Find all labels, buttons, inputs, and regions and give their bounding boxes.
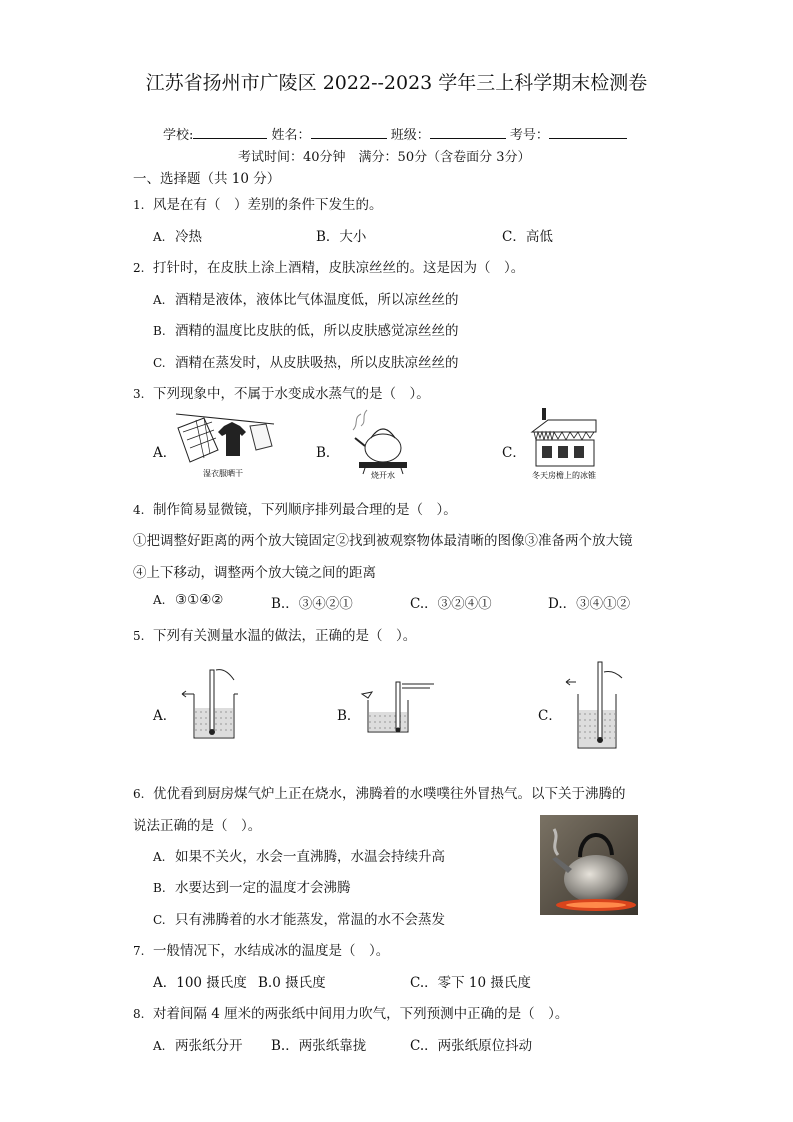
q1-option-c[interactable]: C．高低	[502, 229, 553, 245]
q3-stem: 下列现象中，不属于水变成水蒸气的是（ ）。	[153, 386, 430, 402]
q3-option-b-label[interactable]: B．	[316, 445, 340, 461]
q3-option-c-label[interactable]: C．	[502, 445, 526, 461]
question-3: 3. 下列现象中，不属于水变成水蒸气的是（ ）。	[133, 386, 430, 402]
q8-option-c[interactable]: C.．两张纸原位抖动	[410, 1038, 533, 1054]
thermometer-beaker-b-image	[360, 674, 440, 734]
q7-option-b[interactable]: B.0 摄氏度	[258, 975, 326, 991]
thermometer-beaker-a-image	[176, 664, 244, 744]
q4-option-d[interactable]: D.．③④①②	[548, 596, 631, 612]
q4-option-b[interactable]: B.．③④②①	[271, 596, 353, 612]
exam-info: 考试时间：40分钟 满分：50分（含卷面分 3分）	[238, 150, 531, 165]
school-label: 学校:	[163, 128, 194, 143]
q7-option-a[interactable]: A．100 摄氏度	[153, 975, 247, 991]
school-blank[interactable]	[193, 126, 267, 139]
question-6: 6. 优优看到厨房煤气炉上正在烧水，沸腾着的水噗噗往外冒热气。以下关于沸腾的	[133, 786, 626, 802]
class-blank[interactable]	[430, 126, 506, 139]
q1-option-b[interactable]: B．大小	[316, 229, 367, 245]
q7-option-c[interactable]: C.．零下 10 摄氏度	[410, 975, 531, 991]
q2-stem: 打针时，在皮肤上涂上酒精，皮肤凉丝丝的。这是因为（ ）。	[153, 260, 525, 276]
q3-caption-a: 湿衣服晒干	[203, 469, 243, 478]
section-heading: 一、选择题（共 10 分）	[133, 171, 281, 187]
laundry-drying-image	[174, 410, 276, 478]
q5-option-b-label[interactable]: B．	[337, 708, 361, 724]
q8-option-b[interactable]: B.．两张纸靠拢	[271, 1038, 367, 1054]
number-label: 考号：	[509, 128, 549, 143]
q1-option-a[interactable]: A. 冷热	[153, 229, 202, 245]
q6-option-b[interactable]: B. 水要达到一定的温度才会沸腾	[153, 880, 351, 896]
q8-stem: 对着间隔 4 厘米的两张纸中间用力吹气，下列预测中正确的是（ ）。	[153, 1006, 569, 1022]
q2-option-a[interactable]: A. 酒精是液体，液体比气体温度低，所以凉丝丝的	[153, 292, 459, 308]
question-7: 7. 一般情况下，水结成冰的温度是（ ）。	[133, 943, 390, 959]
q8-option-a[interactable]: A. 两张纸分开	[153, 1038, 243, 1054]
q4-stem: 制作简易显微镜，下列顺序排列最合理的是（ ）。	[153, 502, 457, 518]
q7-stem: 一般情况下，水结成冰的温度是（ ）。	[153, 943, 390, 959]
q2-option-c[interactable]: C. 酒精在蒸发时，从皮肤吸热，所以皮肤凉丝丝的	[153, 355, 459, 371]
q1-stem: 风是在有（ ）差别的条件下发生的。	[153, 197, 383, 213]
name-label: 姓名：	[271, 128, 311, 143]
question-8: 8. 对着间隔 4 厘米的两张纸中间用力吹气，下列预测中正确的是（ ）。	[133, 1006, 569, 1022]
question-1	[133, 193, 383, 213]
boiling-kettle-image	[345, 408, 417, 480]
q4-option-c[interactable]: C.．③②④①	[410, 596, 492, 612]
class-label: 班级：	[390, 128, 430, 143]
q2-option-b[interactable]: B. 酒精的温度比皮肤的低，所以皮肤感觉凉丝丝的	[153, 323, 459, 339]
q4-option-a[interactable]: A. ③①④②	[153, 592, 224, 608]
info-fields	[163, 124, 627, 143]
kettle-photo	[540, 815, 638, 915]
q5-option-c-label[interactable]: C．	[538, 708, 562, 724]
q6-option-a[interactable]: A. 如果不关火，水会一直沸腾，水温会持续升高	[153, 849, 445, 865]
q6-stem: 优优看到厨房煤气炉上正在烧水，沸腾着的水噗噗往外冒热气。以下关于沸腾的	[153, 786, 626, 802]
name-blank[interactable]	[311, 126, 387, 139]
icicle-house-image	[528, 406, 600, 482]
q4-steps-line-1: ①把调整好距离的两个放大镜固定②找到被观察物体最清晰的图像③准备两个放大镜	[133, 533, 633, 549]
q5-option-a-label[interactable]: A．	[153, 708, 177, 724]
question-5: 5. 下列有关测量水温的做法，正确的是（ ）。	[133, 628, 417, 644]
number-blank[interactable]	[549, 126, 627, 139]
q6-option-c[interactable]: C. 只有沸腾着的水才能蒸发，常温的水不会蒸发	[153, 912, 445, 928]
q3-caption-c: 冬天房檐上的冰锥	[532, 471, 596, 480]
q3-caption-b: 烧开水	[371, 471, 395, 480]
q6-stem-line-2: 说法正确的是（ ）。	[133, 818, 262, 834]
question-4: 4. 制作简易显微镜，下列顺序排列最合理的是（ ）。	[133, 502, 457, 518]
q1-number: 1.	[133, 198, 145, 212]
page-title: 江苏省扬州市广陵区 2022--2023 学年三上科学期末检测卷	[145, 72, 648, 94]
q4-steps-line-2: ④上下移动，调整两个放大镜之间的距离	[133, 565, 376, 581]
question-2: 2. 打针时，在皮肤上涂上酒精，皮肤凉丝丝的。这是因为（ ）。	[133, 260, 525, 276]
q3-option-a-label[interactable]: A．	[153, 445, 177, 461]
thermometer-beaker-c-image	[562, 658, 630, 752]
q5-stem: 下列有关测量水温的做法，正确的是（ ）。	[153, 628, 417, 644]
